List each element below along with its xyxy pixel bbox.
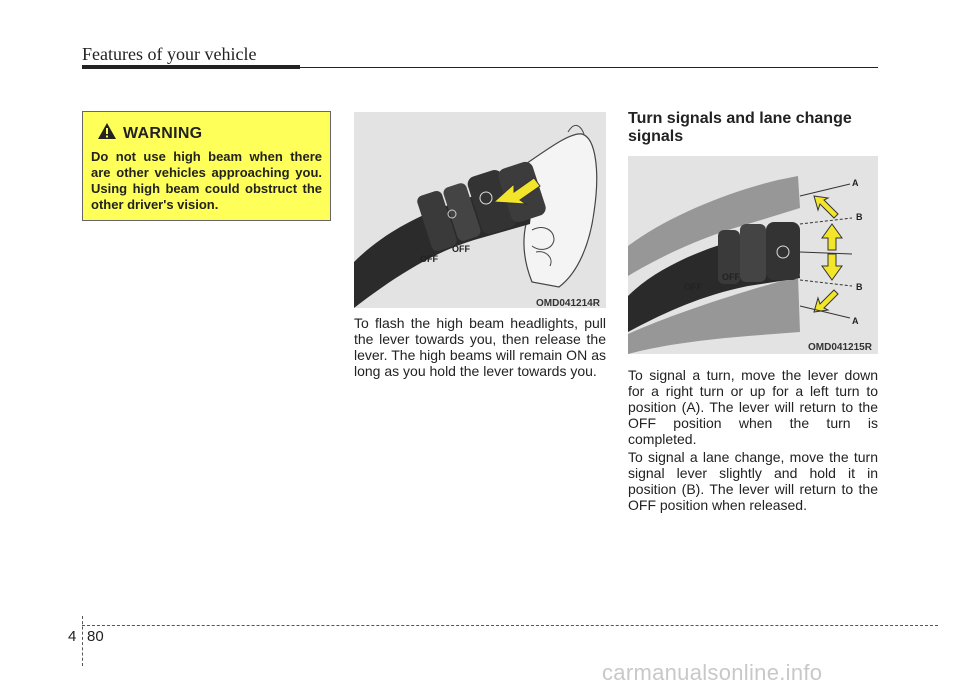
turn-signal-paragraph: To signal a turn, move the lever down for a right turn or up for a left turn to position (A). The lever will return to the OFF position when the turn is completed.: [628, 367, 878, 447]
figure1-off-label-2: OFF: [452, 244, 470, 254]
warning-box: [82, 111, 331, 221]
footer-dashed-rule: [82, 625, 938, 626]
position-label-b-top: B: [856, 212, 863, 222]
high-beam-paragraph: To flash the high beam headlights, pull the lever towards you, then release the lever. The high beams will remain ON as long as you hold the lever towards you.: [354, 315, 606, 379]
figure1-off-label-1: OFF: [420, 254, 438, 264]
turn-signal-lever-illustration: [628, 156, 878, 354]
header-rule-thick: [82, 65, 300, 69]
footer-chapter-number: 4: [68, 628, 77, 645]
turn-signals-heading: Turn signals and lane change signals: [628, 110, 852, 145]
high-beam-lever-illustration: [354, 112, 606, 308]
warning-header: [97, 122, 322, 145]
footer-vertical-divider: [82, 616, 83, 666]
figure2-off-label-1: OFF: [684, 282, 702, 292]
position-label-a-top: A: [852, 178, 859, 188]
header-rule-thin: [300, 67, 878, 68]
position-label-a-bottom: A: [852, 316, 859, 326]
footer-page-number: 80: [87, 628, 104, 645]
figure1-caption: OMD041214R: [536, 298, 600, 309]
warning-triangle-icon: [97, 122, 117, 145]
position-label-b-bottom: B: [856, 282, 863, 292]
warning-text: Do not use high beam when there are other vehicles approaching you. Using high beam could obstruct the other driver's vision.: [91, 149, 322, 212]
figure2-caption: OMD041215R: [808, 342, 872, 353]
high-beam-flash-figure: [354, 112, 606, 308]
warning-title: WARNING: [123, 124, 203, 142]
figure2-off-label-2: OFF: [722, 272, 740, 282]
watermark-text: carmanualsonline.info: [602, 660, 823, 685]
turn-signal-positions-figure: [628, 156, 878, 354]
lane-change-paragraph: To signal a lane change, move the turn signal lever slightly and hold it in position (B). The lever will return to the OFF position when released.: [628, 449, 878, 513]
page-header-title: Features of your vehicle: [82, 44, 257, 64]
